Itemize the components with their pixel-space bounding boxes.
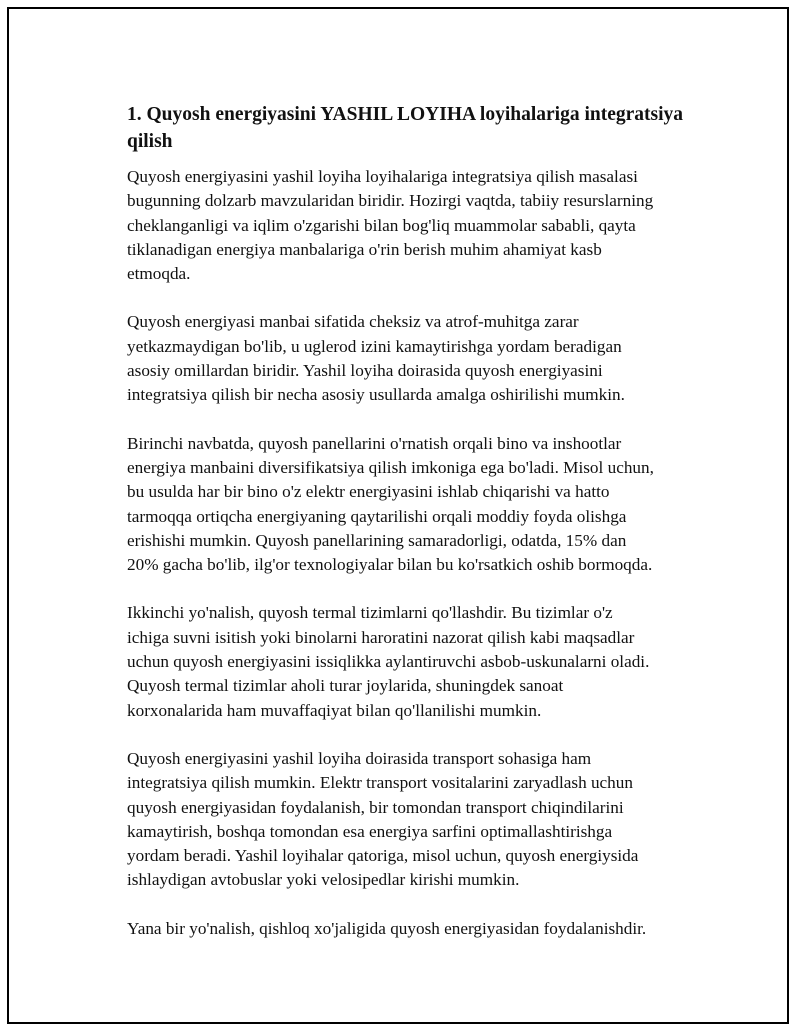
paragraph-thermal-systems: Ikkinchi yo'nalish, quyosh termal tizimlarni qo'llashdir. Bu tizimlar o'z ichiga suvni isitish yoki binolarni haroratini nazorat qilish kabi maqsadlar uchun quyosh energiyasini issiqlikka aylantiruvchi asbob-uskunalarni oladi. Quyosh termal tizimlar aholi turar joylarida, shuningdek sanoat korxonalarida ham muvaffaqiyat bilan qo'llanilishi mumkin. [127, 603, 650, 720]
paragraph-transport: Quyosh energiyasini yashil loyiha doirasida transport sohasiga ham integratsiya qilish mumkin. Elektr transport vositalarini zaryadlash uchun quyosh energiyasidan foydalanish, bir tomondan transport chiqindilarini kamaytirish, boshqa tomondan esa energiya sarfini optimallashtirishga yordam beradi. Yashil loyihalar qatoriga, misol uchun, quyosh energiysida ishlaydigan avtobuslar yoki velosipedlar kirishi mumkin. [127, 748, 639, 890]
paragraph-intro: Quyosh energiyasini yashil loyiha loyihalariga integratsiya qilish masalasi bugunning dolzarb mavzularidan biridir. Hozirgi vaqtda, tabiiy resurslarning cheklanganligi va iqlim o'zgarishi bilan bog'liq muammolar sababli, qayta tiklanadigan energiya manbalariga o'rin berish muhim ahamiyat kasb etmoqda. [127, 167, 654, 284]
document-body [127, 101, 707, 965]
paragraph-solar-source: Quyosh energiyasi manbai sifatida cheksiz va atrof-muhitga zarar yetkazmaydigan bo'lib, u uglerod izini kamaytirishga yordam beradigan asosiy omillardan biridir. Yashil loyiha doirasida quyosh energiyasini integratsiya qilish bir necha asosiy usullarda amalga oshirilishi mumkin. [127, 312, 625, 405]
section-heading: 1. Quyosh energiyasini YASHIL LOYIHA loyihalariga integratsiya qilish [127, 104, 684, 152]
paragraph-solar-panels: Birinchi navbatda, quyosh panellarini o'rnatish orqali bino va inshootlar energiya manbaini diversifikatsiya qilish imkoniga ega bo'ladi. Misol uchun, bu usulda har bir bino o'z elektr energiyasini ishlab chiqarishi va hatto tarmoqqa ortiqcha energiyaning qaytarilishi orqali moddiy foyda olishga erishishi mumkin. Quyosh panellarining samaradorligi, odatda, 15% dan 20% gacha bo'lib, ilg'or texnologiyalar bilan bu ko'rsatkich oshib bormoqda. [127, 433, 654, 575]
page-frame [7, 7, 789, 1024]
paragraph-agriculture: Yana bir yo'nalish, qishloq xo'jaligida quyosh energiyasidan foydalanishdir. [127, 918, 647, 938]
